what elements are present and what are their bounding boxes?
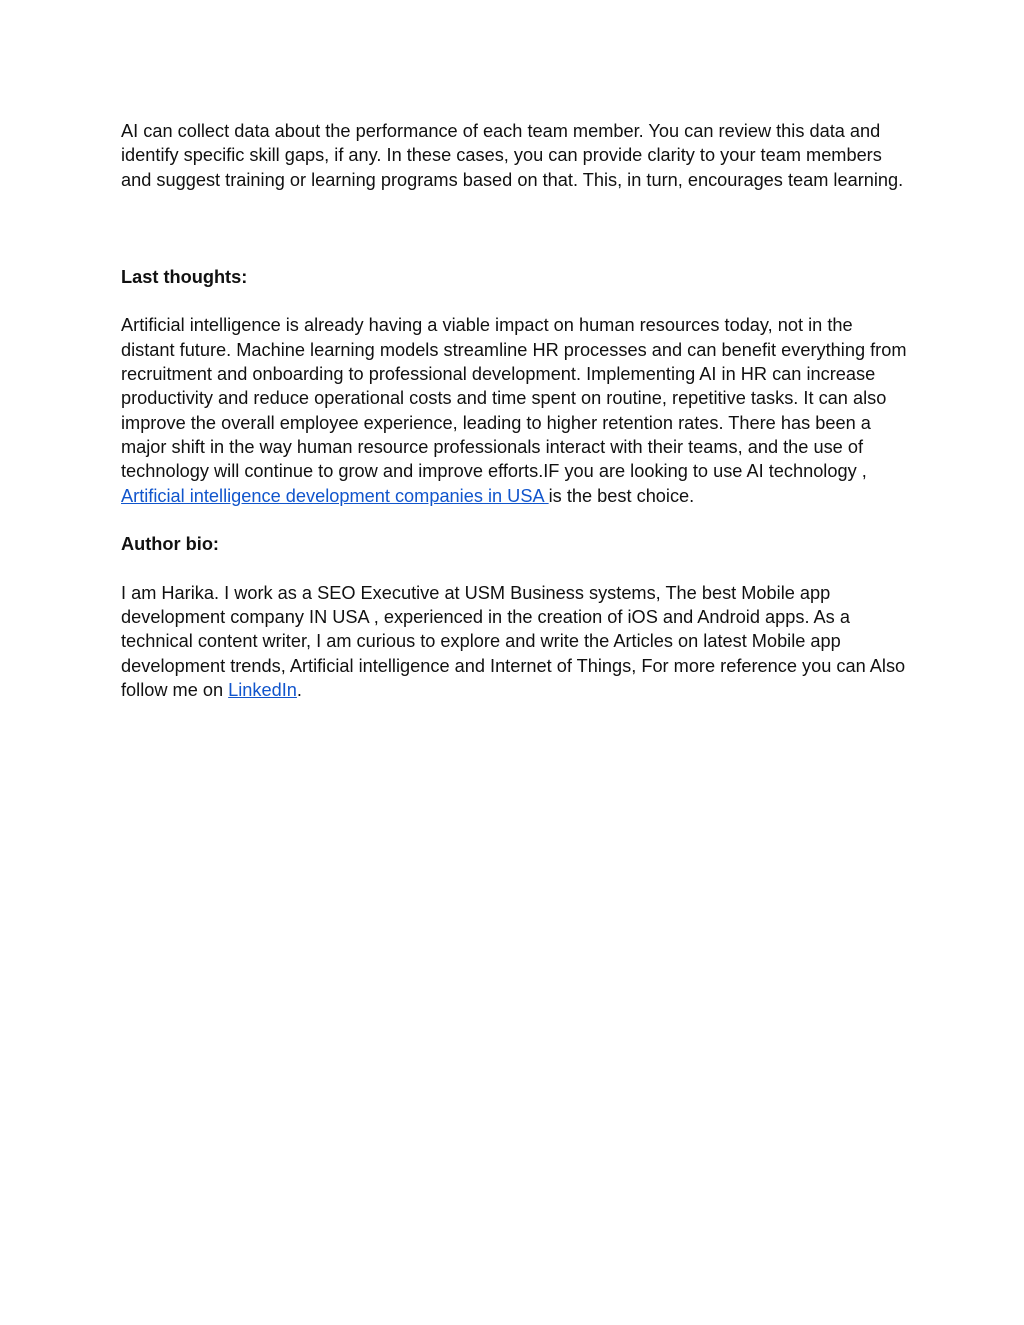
author-bio-heading: Author bio: <box>121 534 219 555</box>
author-bio-text-end: . <box>296 679 302 700</box>
last-thoughts-text-end: is the best choice. <box>548 485 695 506</box>
document-body <box>121 119 911 702</box>
last-thoughts-heading: Last thoughts: <box>121 266 248 287</box>
last-thoughts-text: Artificial intelligence is already having a viable impact on human resources today, not in the distant future. Machine learning models streamline HR processes and can benefit everything from recruitment and onboarding to professional development. Implementing AI in HR can increase productivity and reduce operational costs and time spent on routine, repetitive tasks. It can also improve the overall employee experience, leading to higher retention rates. There has been a major shift in the way human resource professionals interact with their teams, and the use of technology will continue to grow and improve efforts.IF you are looking to use AI technology , <box>121 315 907 482</box>
ai-companies-link[interactable]: Artificial intelligence development companies in USA <box>121 485 549 506</box>
intro-paragraph: AI can collect data about the performance of each team member. You can review this data and identify specific skill gaps, if any. In these cases, you can provide clarity to your team members and suggest training or learning programs based on that. This, in turn, encourages team learning. <box>121 121 904 190</box>
linkedin-link[interactable]: LinkedIn <box>228 679 297 700</box>
last-thoughts-paragraph <box>121 313 911 507</box>
author-bio-paragraph <box>121 581 911 702</box>
author-bio-text: I am Harika. I work as a SEO Executive at USM Business systems, The best Mobile app development company IN USA , experienced in the creation of iOS and Android apps. As a technical content writer, I am curious to explore and write the Articles on latest Mobile app development trends, Artificial intelligence and Internet of Things, For more reference you can Also follow me on <box>121 582 906 700</box>
